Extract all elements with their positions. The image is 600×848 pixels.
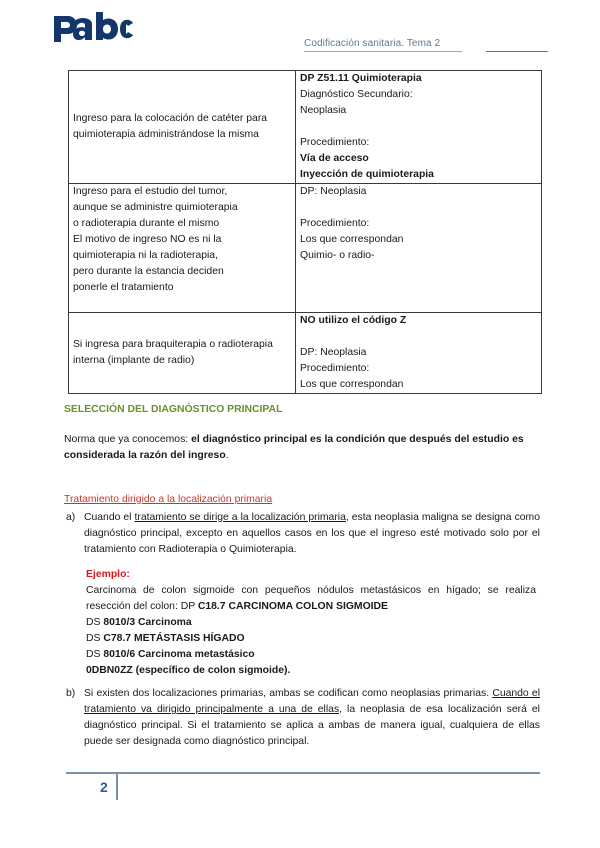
footer-divider — [116, 774, 118, 800]
paragraph-item-b — [84, 686, 540, 750]
paragraph-item-a — [84, 510, 540, 558]
table-cell-situation — [69, 71, 296, 184]
cell-line: ponerle el tratamiento — [73, 282, 174, 293]
table-cell-coding — [296, 313, 542, 394]
header-rule-accent — [486, 51, 548, 52]
table-row — [69, 71, 542, 184]
cell-line: o radioterapia durante el mismo — [73, 218, 220, 229]
subsection-title: Tratamiento dirigido a la localización primaria — [64, 494, 273, 505]
cell-line: Ingreso para el estudio del tumor, — [73, 186, 228, 197]
page-number: 2 — [100, 779, 108, 795]
cell-line: El motivo de ingreso NO es ni la — [73, 234, 222, 245]
rule-paragraph — [64, 432, 540, 464]
cell-line: NO utilizo el código Z — [300, 315, 407, 326]
item-a-underlined: tratamiento se dirige a la localización primaria — [134, 512, 346, 523]
example-line — [86, 631, 536, 647]
rule-end: . — [225, 450, 229, 461]
table-cell-situation — [69, 184, 296, 313]
cell-line: Los que correspondan — [300, 234, 404, 245]
cell-text: Si ingresa para braquiterapia o radioterapia interna (implante de radio) — [73, 339, 273, 366]
example-intro-text: Carcinoma de colon sigmoide con pequeños nódulos metastásicos en hígado; se realiza resección del colon: DP — [86, 585, 536, 612]
table-cell-coding — [296, 184, 542, 313]
item-a-text-cont: , esta neoplasia maligna se designa como diagnóstico principal, excepto en aquellos casos en los que el ingreso esté motivado solo por el tratamiento con Radioterapia o Quimioterapia. — [84, 512, 540, 555]
example-block — [86, 567, 536, 679]
example-title: Ejemplo: — [86, 569, 130, 580]
cell-line: quimioterapia ni la radioterapia, — [73, 250, 218, 261]
rule-definition: el diagnóstico principal es la condición que después del estudio es considerada la razón del ingreso — [64, 434, 524, 461]
cell-line: Vía de acceso — [300, 153, 369, 164]
ds-prefix: DS — [86, 617, 104, 628]
cell-line: DP: Neoplasia — [300, 347, 367, 358]
list-marker-b: b) — [66, 688, 76, 699]
pabc-logo — [52, 10, 134, 44]
example-line — [86, 647, 536, 663]
ds-code: 8010/3 Carcinoma — [103, 617, 192, 628]
cell-line: Procedimiento: — [300, 137, 370, 148]
cell-line: DP: Neoplasia — [300, 186, 367, 197]
example-intro — [86, 583, 536, 615]
cell-line: pero durante la estancia deciden — [73, 266, 224, 277]
cell-line: DP Z51.11 Quimioterapia — [300, 73, 422, 84]
footer-rule — [66, 772, 540, 774]
cell-line: Diagnóstico Secundario: — [300, 89, 413, 100]
example-line — [86, 615, 536, 631]
cell-line: Inyección de quimioterapia — [300, 169, 434, 180]
table-row — [69, 184, 542, 313]
ds-code: C78.7 METÁSTASIS HÍGADO — [103, 633, 245, 644]
table-cell-situation — [69, 313, 296, 394]
rule-prefix: Norma que ya conocemos: — [64, 434, 192, 445]
cell-text: Ingreso para la colocación de catéter para quimioterapia administrándose la misma — [73, 113, 268, 140]
example-dp-code: C18.7 CARCINOMA COLON SIGMOIDE — [197, 601, 388, 612]
header-rule — [304, 51, 462, 52]
cell-line: aunque se administre quimioterapia — [73, 202, 238, 213]
table-cell-coding — [296, 71, 542, 184]
document-header-title: Codificación sanitaria. Tema 2 — [304, 38, 441, 49]
item-b-text-cont: , la neoplasia de esa localización será el diagnóstico principal. Si el tratamiento se aplica a ambas de manera igual, cualquiera de ellas puede ser designada como diagnóstico principal. — [84, 704, 540, 747]
cell-line: Procedimiento: — [300, 363, 370, 374]
cell-line: Neoplasia — [300, 105, 347, 116]
item-a-text: Cuando el — [84, 512, 135, 523]
ds-prefix: DS — [86, 633, 104, 644]
list-marker-a: a) — [66, 512, 76, 523]
coding-table — [68, 70, 542, 394]
table-row — [69, 313, 542, 394]
cell-line: Procedimiento: — [300, 218, 370, 229]
ds-code: 8010/6 Carcinoma metastásico — [103, 649, 255, 660]
item-b-underlined: Cuando el tratamiento va dirigido principalmente a una de ellas — [84, 688, 540, 715]
procedure-code: 0DBN0ZZ (específico de colon sigmoide). — [86, 665, 291, 676]
ds-prefix: DS — [86, 649, 104, 660]
section-title: SELECCIÓN DEL DIAGNÓSTICO PRINCIPAL — [64, 404, 283, 415]
cell-line: Quimio- o radio- — [300, 250, 375, 261]
item-b-text: Si existen dos localizaciones primarias, ambas se codifican como neoplasias primarias. — [84, 688, 493, 699]
cell-line: Los que correspondan — [300, 379, 404, 390]
